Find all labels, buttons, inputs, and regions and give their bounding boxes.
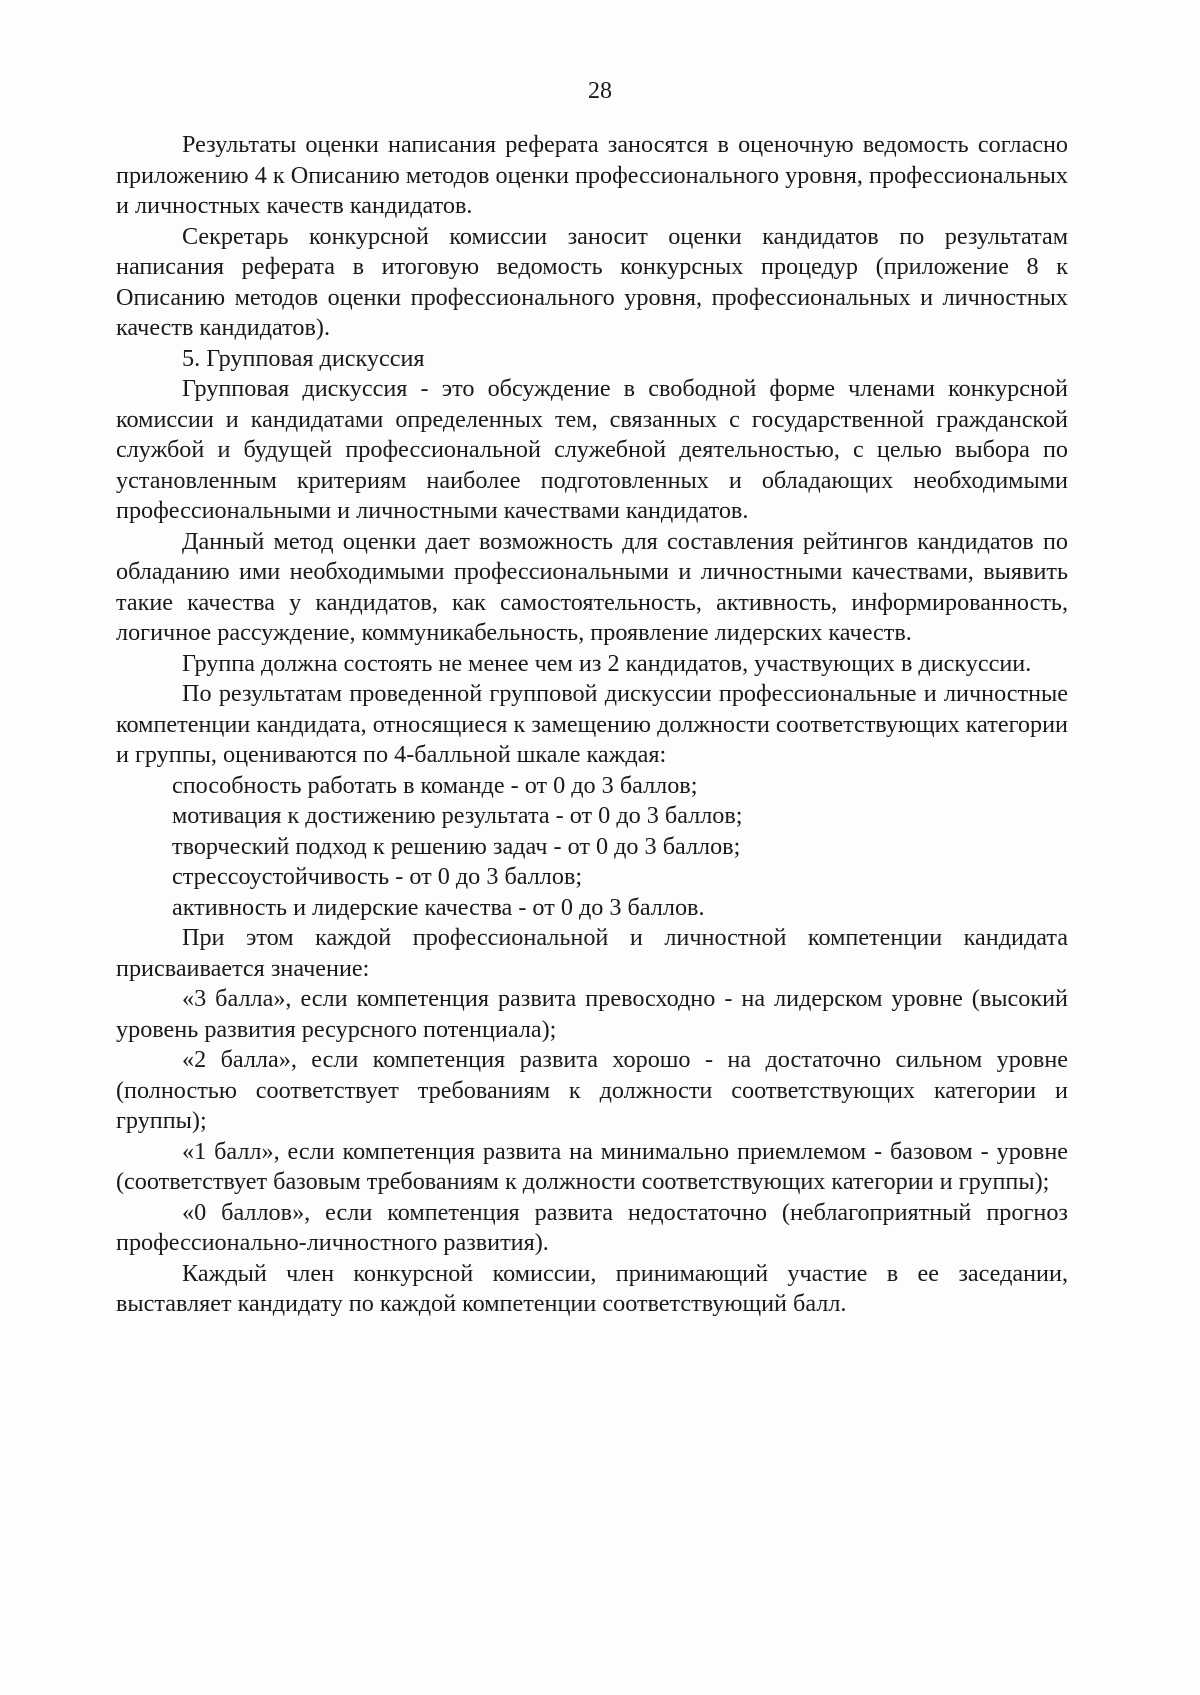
- list-item-leadership: активность и лидерские качества - от 0 до 3 баллов.: [172, 893, 705, 921]
- page-number: 28: [588, 78, 612, 104]
- paragraph-scale-intro: По результатам проведенной групповой дискуссии профессиональные и личностные компетенции кандидата, относящиеся к замещению должности соответствующих категории и группы, оцениваются по 4-балльной шкале каждая:: [116, 680, 1068, 768]
- paragraph-score-0: «0 баллов», если компетенция развита недостаточно (неблагоприятный прогноз профессионально-личностного развития).: [116, 1198, 1068, 1256]
- section-heading: 5. Групповая дискуссия: [182, 344, 425, 372]
- paragraph-definition: Групповая дискуссия - это обсуждение в свободной форме членами конкурсной комиссии и кандидатами определенных тем, связанных с государственной гражданской службой и будущей профессиональной служебной деятельностью, с целью выбора по установленным критериям наиболее подготовленных и обладающих необходимыми профессиональными и личностными качествами кандидатов.: [116, 375, 1068, 524]
- list-item-motivation: мотивация к достижению результата - от 0 до 3 баллов;: [172, 802, 743, 829]
- list-item-creativity: творческий подход к решению задач - от 0 до 3 баллов;: [172, 832, 741, 860]
- paragraph-method-purpose: Данный метод оценки дает возможность для составления рейтингов кандидатов по обладанию ими необходимыми профессиональными и личностными качествами, выявить такие качества у кандидатов, как самостоятельность, активность, информированность, логичное рассуждение, коммуникабельность, проявление лидерских качеств.: [116, 527, 1068, 646]
- paragraph-member-scoring: Каждый член конкурсной комиссии, принимающий участие в ее заседании, выставляет кандидату по каждой компетенции соответствующий балл.: [116, 1259, 1068, 1317]
- paragraph-score-3: «3 балла», если компетенция развита превосходно - на лидерском уровне (высокий уровень развития ресурсного потенциала);: [116, 985, 1068, 1043]
- paragraph-score-1: «1 балл», если компетенция развита на минимально приемлемом - базовом - уровне (соответствует базовым требованиям к должности соответствующих категории и группы);: [116, 1137, 1068, 1195]
- list-item-teamwork: способность работать в команде - от 0 до 3 баллов;: [172, 771, 698, 799]
- paragraph-score-2: «2 балла», если компетенция развита хорошо - на достаточно сильном уровне (полностью соответствует требованиям к должности соответствующих категории и группы);: [116, 1046, 1068, 1134]
- paragraph-secretary: Секретарь конкурсной комиссии заносит оценки кандидатов по результатам написания реферата в итоговую ведомость конкурсных процедур (приложение 8 к Описанию методов оценки профессионального уровня, профессиональных и личностных качеств кандидатов).: [116, 222, 1068, 341]
- paragraph-values-intro: При этом каждой профессиональной и личностной компетенции кандидата присваивается значение:: [116, 924, 1068, 982]
- document-body: [116, 130, 1068, 1320]
- paragraph-group-size: Группа должна состоять не менее чем из 2 кандидатов, участвующих в дискуссии.: [182, 649, 1032, 677]
- list-item-stress-resistance: стрессоустойчивость - от 0 до 3 баллов;: [172, 863, 583, 890]
- paragraph-essay-results: Результаты оценки написания реферата заносятся в оценочную ведомость согласно приложению 4 к Описанию методов оценки профессионального уровня, профессиональных и личностных качеств кандидатов.: [116, 131, 1068, 219]
